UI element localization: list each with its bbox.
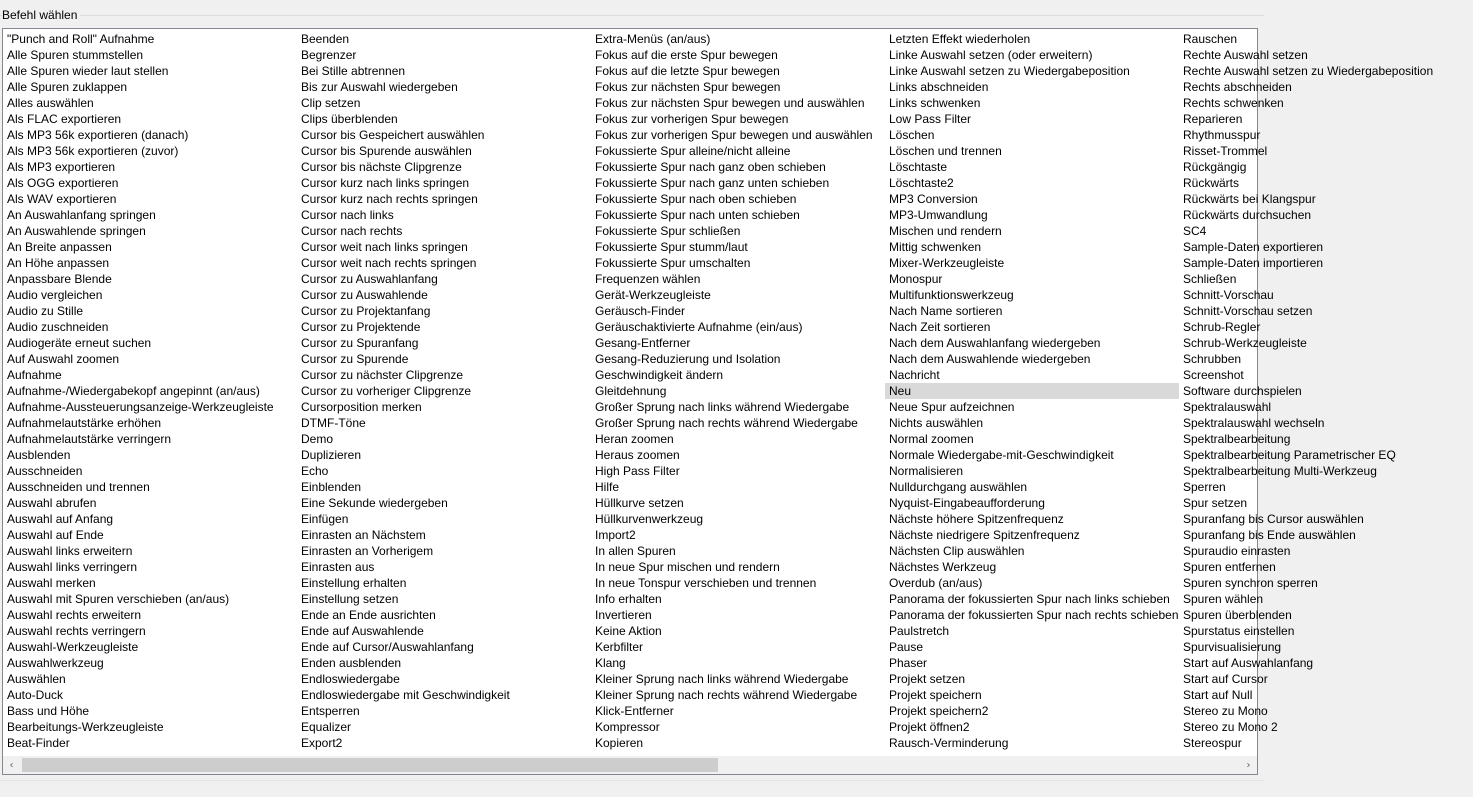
list-item[interactable]: Spurvisualisierung (1183, 640, 1282, 654)
list-item[interactable]: Kompressor (595, 720, 660, 734)
horizontal-scrollbar[interactable] (3, 756, 1257, 774)
list-item[interactable]: Rückgängig (1183, 160, 1247, 174)
list-item[interactable]: Bis zur Auswahl wiedergeben (301, 80, 458, 94)
list-column (3, 31, 297, 751)
list-item[interactable]: Nachricht (889, 368, 940, 382)
list-item[interactable]: Cursor bis Gespeichert auswählen (301, 128, 485, 142)
list-item[interactable]: Fokussierte Spur nach unten schieben (595, 208, 800, 222)
list-item[interactable]: Geräuschaktivierte Aufnahme (ein/aus) (595, 320, 803, 334)
list-item[interactable]: Cursor weit nach rechts springen (301, 256, 477, 270)
list-item[interactable]: Frequenzen wählen (595, 272, 701, 286)
list-item[interactable]: Kleiner Sprung nach links während Wiedergabe (595, 672, 849, 686)
list-item[interactable]: Ausschneiden und trennen (7, 480, 150, 494)
list-item[interactable]: Spektralbearbeitung (1183, 432, 1291, 446)
list-item[interactable]: Spurstatus einstellen (1183, 624, 1295, 638)
list-item[interactable]: Als MP3 56k exportieren (zuvor) (7, 144, 179, 158)
list-item[interactable]: Fokussierte Spur umschalten (595, 256, 751, 270)
list-item[interactable]: Reparieren (1183, 112, 1243, 126)
list-item[interactable]: "Punch and Roll" Aufnahme (7, 32, 155, 46)
list-column (885, 31, 1179, 751)
list-item[interactable]: Projekt setzen (889, 672, 966, 686)
list-item[interactable]: Cursor bis Spurende auswählen (301, 144, 472, 158)
status-bar (0, 780, 1264, 797)
list-item[interactable]: An Auswahlanfang springen (7, 208, 156, 222)
list-item[interactable]: Links schwenken (889, 96, 981, 110)
list-item[interactable]: Clips überblenden (301, 112, 398, 126)
list-item[interactable]: Fokussierte Spur schließen (595, 224, 741, 238)
list-item[interactable]: Sample-Daten exportieren (1183, 240, 1324, 254)
list-item[interactable]: Schnitt-Vorschau setzen (1183, 304, 1313, 318)
list-item[interactable]: Overdub (an/aus) (889, 576, 983, 590)
list-item[interactable]: Audio zuschneiden (7, 320, 109, 334)
list-item[interactable]: Auswahl links verringern (7, 560, 138, 574)
list-item[interactable]: Ende auf Cursor/Auswahlanfang (301, 640, 474, 654)
list-item[interactable]: Audiogeräte erneut suchen (7, 336, 152, 350)
list-item[interactable]: Nach Zeit sortieren (889, 320, 991, 334)
list-item[interactable]: Neue Spur aufzeichnen (889, 400, 1015, 414)
list-item[interactable]: Echo (301, 464, 329, 478)
list-item[interactable]: Löschtaste (889, 160, 948, 174)
list-item[interactable]: Mittig schwenken (889, 240, 982, 254)
list-item[interactable]: Panorama der fokussierten Spur nach links schieben (889, 592, 1170, 606)
list-item[interactable]: Aufnahme-Aussteuerungsanzeige-Werkzeugleiste (7, 400, 274, 414)
scroll-right-button[interactable] (1240, 756, 1257, 774)
list-item[interactable]: An Breite anpassen (7, 240, 112, 254)
list-item[interactable]: Schrubben (1183, 352, 1242, 366)
list-item[interactable]: MP3 Conversion (889, 192, 978, 206)
list-item[interactable]: Bei Stille abtrennen (301, 64, 406, 78)
list-item[interactable]: Rückwärts durchsuchen (1183, 208, 1312, 222)
list-item[interactable]: Löschen (889, 128, 935, 142)
list-item[interactable]: Enden ausblenden (301, 656, 402, 670)
list-item[interactable]: Cursor zu nächster Clipgrenze (301, 368, 464, 382)
list-item[interactable]: MP3-Umwandlung (889, 208, 988, 222)
list-item[interactable]: Sperren (1183, 480, 1226, 494)
list-item[interactable]: Fokussierte Spur nach ganz oben schieben (595, 160, 826, 174)
list-item[interactable]: Als MP3 exportieren (7, 160, 116, 174)
scrollbar-track[interactable] (20, 756, 1240, 774)
list-item[interactable]: Bass und Höhe (7, 704, 90, 718)
list-item[interactable]: Demo (301, 432, 334, 446)
list-item[interactable]: Rechts schwenken (1183, 96, 1284, 110)
list-item[interactable]: Hilfe (595, 480, 620, 494)
list-item[interactable]: Cursor bis nächste Clipgrenze (301, 160, 462, 174)
list-item[interactable]: Einstellung erhalten (301, 576, 407, 590)
list-item[interactable]: Löschtaste2 (889, 176, 954, 190)
list-item[interactable]: Aufnahmelautstärke verringern (7, 432, 172, 446)
list-item[interactable]: Fokus zur nächsten Spur bewegen (595, 80, 781, 94)
list-item[interactable]: High Pass Filter (595, 464, 680, 478)
list-item[interactable]: Spuren überblenden (1183, 608, 1292, 622)
list-item[interactable]: Cursor kurz nach links springen (301, 176, 470, 190)
list-item[interactable]: Fokus auf die letzte Spur bewegen (595, 64, 780, 78)
list-item[interactable]: Stereo zu Mono 2 (1183, 720, 1278, 734)
list-item[interactable]: Rückwärts bei Klangspur (1183, 192, 1316, 206)
list-item[interactable]: Letzten Effekt wiederholen (889, 32, 1031, 46)
list-item[interactable]: Beenden (301, 32, 350, 46)
list-item[interactable]: Software durchspielen (1183, 384, 1302, 398)
list-item[interactable]: Klang (595, 656, 626, 670)
list-item[interactable]: Einrasten an Vorherigem (301, 544, 434, 558)
list-item[interactable]: Als FLAC exportieren (7, 112, 122, 126)
list-item[interactable]: Entsperren (301, 704, 360, 718)
list-item[interactable]: Hüllkurve setzen (595, 496, 684, 510)
list-item[interactable]: Ausschneiden (7, 464, 83, 478)
list-item[interactable]: Audio vergleichen (7, 288, 103, 302)
list-item[interactable]: Projekt speichern2 (889, 704, 989, 718)
list-item[interactable]: Clip setzen (301, 96, 361, 110)
list-item[interactable]: Fokussierte Spur stumm/laut (595, 240, 748, 254)
list-item[interactable]: Rechts abschneiden (1183, 80, 1292, 94)
list-item[interactable]: Monospur (889, 272, 943, 286)
list-item[interactable]: Gesang-Entferner (595, 336, 691, 350)
list-item[interactable]: Beat-Finder (7, 736, 70, 750)
list-item[interactable]: Linke Auswahl setzen zu Wiedergabeposition (889, 64, 1130, 78)
list-item[interactable]: Multifunktionswerkzeug (889, 288, 1014, 302)
list-item[interactable]: Einfügen (301, 512, 349, 526)
list-item[interactable]: SC4 (1183, 224, 1207, 238)
list-item[interactable]: Screenshot (1183, 368, 1244, 382)
list-item[interactable]: Fokussierte Spur nach oben schieben (595, 192, 797, 206)
list-item[interactable]: Gerät-Werkzeugleiste (595, 288, 711, 302)
list-item[interactable]: Auswahl auf Anfang (7, 512, 114, 526)
list-item[interactable]: Nächste niedrigere Spitzenfrequenz (889, 528, 1080, 542)
list-item[interactable]: Spuranfang bis Ende auswählen (1183, 528, 1356, 542)
list-item[interactable]: Links abschneiden (889, 80, 989, 94)
list-item[interactable]: Cursor weit nach links springen (301, 240, 468, 254)
list-column (591, 31, 885, 751)
chevron-left-icon: ‹ (9, 759, 14, 771)
list-item[interactable]: Schließen (1183, 272, 1237, 286)
list-item[interactable]: Einstellung setzen (301, 592, 399, 606)
list-item[interactable]: Nach dem Auswahlanfang wiedergeben (889, 336, 1101, 350)
list-item[interactable]: Auf Auswahl zoomen (7, 352, 120, 366)
list-item[interactable]: Auswahl mit Spuren verschieben (an/aus) (7, 592, 230, 606)
list-item[interactable]: Rückwärts (1183, 176, 1240, 190)
groupbox-title: Befehl wählen (2, 8, 80, 22)
list-item[interactable]: Start auf Null (1183, 688, 1253, 702)
list-item[interactable]: Low Pass Filter (889, 112, 972, 126)
list-item[interactable]: Auswahlwerkzeug (7, 656, 104, 670)
list-item[interactable]: Paulstretch (889, 624, 950, 638)
list-item[interactable]: Auswahl-Werkzeugleiste (7, 640, 139, 654)
list-item[interactable]: Anpassbare Blende (7, 272, 112, 286)
list-item[interactable]: Geschwindigkeit ändern (595, 368, 724, 382)
list-item[interactable]: Spuren wählen (1183, 592, 1264, 606)
list-item[interactable]: Cursor zu Spurende (301, 352, 409, 366)
list-item[interactable]: Cursorposition merken (301, 400, 422, 414)
list-item[interactable]: Phaser (889, 656, 928, 670)
list-item[interactable]: Einblenden (301, 480, 362, 494)
list-item[interactable]: Spuraudio einrasten (1183, 544, 1291, 558)
list-item[interactable]: Equalizer (301, 720, 352, 734)
list-item[interactable]: Alles auswählen (7, 96, 94, 110)
list-item[interactable]: Linke Auswahl setzen (oder erweitern) (889, 48, 1093, 62)
list-item[interactable]: Nulldurchgang auswählen (889, 480, 1028, 494)
list-item[interactable]: Einrasten an Nächstem (301, 528, 426, 542)
scrollbar-thumb[interactable] (22, 758, 718, 772)
list-item[interactable]: Alle Spuren zuklappen (7, 80, 128, 94)
list-item[interactable]: Großer Sprung nach rechts während Wiedergabe (595, 416, 858, 430)
list-item[interactable]: Nächstes Werkzeug (889, 560, 997, 574)
list-item[interactable]: Aufnahme-/Wiedergabekopf angepinnt (an/aus) (7, 384, 260, 398)
chevron-right-icon: › (1246, 759, 1251, 771)
list-column (297, 31, 591, 751)
list-item[interactable]: Als OGG exportieren (7, 176, 119, 190)
list-item[interactable]: Alle Spuren stummstellen (7, 48, 144, 62)
scroll-left-button[interactable] (3, 756, 20, 774)
list-item[interactable]: Großer Sprung nach links während Wiedergabe (595, 400, 850, 414)
list-item[interactable]: Cursor zu vorheriger Clipgrenze (301, 384, 472, 398)
list-item[interactable]: Nächste höhere Spitzenfrequenz (889, 512, 1064, 526)
list-item[interactable]: Export2 (301, 736, 343, 750)
list-item[interactable]: Als MP3 56k exportieren (danach) (7, 128, 189, 142)
list-item[interactable]: Fokus zur vorherigen Spur bewegen (595, 112, 789, 126)
list-item[interactable]: Cursor kurz nach rechts springen (301, 192, 478, 206)
list-item[interactable]: Endloswiedergabe (301, 672, 400, 686)
list-item[interactable]: Normale Wiedergabe-mit-Geschwindigkeit (889, 448, 1114, 462)
list-item[interactable]: Rausch-Verminderung (889, 736, 1009, 750)
list-item[interactable]: Nach Name sortieren (889, 304, 1003, 318)
list-item[interactable]: Stereospur (1183, 736, 1242, 750)
list-item[interactable]: In neue Spur mischen und rendern (595, 560, 780, 574)
list-item[interactable]: Audio zu Stille (7, 304, 84, 318)
list-item[interactable]: Auswahl links erweitern (7, 544, 133, 558)
list-item[interactable]: Einrasten aus (301, 560, 375, 574)
list-item[interactable]: Mischen und rendern (889, 224, 1002, 238)
list-item[interactable]: Keine Aktion (595, 624, 662, 638)
list-item[interactable]: Fokussierte Spur alleine/nicht alleine (595, 144, 791, 158)
list-item[interactable]: Auto-Duck (7, 688, 64, 702)
list-item[interactable]: Nyquist-Eingabeaufforderung (889, 496, 1045, 510)
list-item[interactable]: Spektralbearbeitung Parametrischer EQ (1183, 448, 1396, 462)
list-item[interactable]: Cursor nach links (301, 208, 394, 222)
list-item[interactable]: Cursor zu Auswahlende (301, 288, 428, 302)
list-item[interactable]: Begrenzer (301, 48, 357, 62)
list-item[interactable]: Kleiner Sprung nach rechts während Wiedergabe (595, 688, 858, 702)
list-item[interactable]: Fokus zur nächsten Spur bewegen und auswählen (595, 96, 865, 110)
list-item[interactable]: Fokus zur vorherigen Spur bewegen und auswählen (595, 128, 873, 142)
list-item[interactable]: Rechte Auswahl setzen zu Wiedergabeposition (1183, 64, 1434, 78)
groupbox-border (0, 15, 1264, 16)
list-item[interactable]: Bearbeitungs-Werkzeugleiste (7, 720, 164, 734)
list-item[interactable]: Cursor zu Projektanfang (301, 304, 431, 318)
list-item[interactable]: In allen Spuren (595, 544, 676, 558)
list-item[interactable]: Rhythmusspur (1183, 128, 1261, 142)
list-item[interactable]: Cursor zu Auswahlanfang (301, 272, 438, 286)
list-item[interactable]: Endloswiedergabe mit Geschwindigkeit (301, 688, 510, 702)
list-item[interactable]: Hüllkurvenwerkzeug (595, 512, 704, 526)
list-item[interactable]: Heran zoomen (595, 432, 674, 446)
list-item[interactable]: Start auf Cursor (1183, 672, 1268, 686)
list-item[interactable]: Rechte Auswahl setzen (1183, 48, 1308, 62)
list-item[interactable]: Kopieren (595, 736, 644, 750)
list-item[interactable]: An Höhe anpassen (7, 256, 110, 270)
list-item[interactable]: Auswahl merken (7, 576, 96, 590)
list-item[interactable]: Ende an Ende ausrichten (301, 608, 436, 622)
list-item[interactable]: Kerbfilter (595, 640, 644, 654)
list-item[interactable]: Auswahl rechts erweitern (7, 608, 142, 622)
list-item[interactable]: Als WAV exportieren (7, 192, 117, 206)
list-column (1179, 31, 1473, 751)
list-item[interactable]: Nach dem Auswahlende wiedergeben (889, 352, 1091, 366)
list-item[interactable]: Alle Spuren wieder laut stellen (7, 64, 169, 78)
list-item[interactable]: Info erhalten (595, 592, 662, 606)
list-item[interactable]: Invertieren (595, 608, 652, 622)
list-item[interactable]: Start auf Auswahlanfang (1183, 656, 1314, 670)
list-item[interactable]: Cursor zu Spuranfang (301, 336, 419, 350)
list-item[interactable]: An Auswahlende springen (7, 224, 146, 238)
list-item[interactable]: Eine Sekunde wiedergeben (301, 496, 448, 510)
list-item[interactable]: Normal zoomen (889, 432, 974, 446)
list-item[interactable]: Heraus zoomen (595, 448, 680, 462)
list-item[interactable]: Neu (885, 383, 1179, 399)
list-item[interactable]: Ausblenden (7, 448, 71, 462)
list-item[interactable]: Ende auf Auswahlende (301, 624, 424, 638)
list-item[interactable]: Auswahl abrufen (7, 496, 97, 510)
list-item[interactable]: Risset-Trommel (1183, 144, 1268, 158)
list-item[interactable]: Gleitdehnung (595, 384, 667, 398)
list-item[interactable]: Fokussierte Spur nach ganz unten schieben (595, 176, 830, 190)
list-item[interactable]: Import2 (595, 528, 636, 542)
list-item[interactable]: Gesang-Reduzierung und Isolation (595, 352, 781, 366)
list-item[interactable]: Nichts auswählen (889, 416, 984, 430)
list-item[interactable]: Spektralauswahl wechseln (1183, 416, 1325, 430)
command-listbox[interactable] (2, 28, 1434, 775)
list-item[interactable]: Projekt öffnen2 (889, 720, 970, 734)
list-item[interactable]: Aufnahmelautstärke erhöhen (7, 416, 162, 430)
list-item[interactable]: Löschen und trennen (889, 144, 1002, 158)
list-item[interactable]: Panorama der fokussierten Spur nach rechts schieben (889, 608, 1179, 622)
list-item[interactable]: Projekt speichern (889, 688, 982, 702)
list-item[interactable]: Schnitt-Vorschau (1183, 288, 1274, 302)
list-item[interactable]: In neue Tonspur verschieben und trennen (595, 576, 817, 590)
list-item[interactable]: Sample-Daten importieren (1183, 256, 1324, 270)
list-item[interactable]: Cursor zu Projektende (301, 320, 421, 334)
list-item[interactable]: Spuren entfernen (1183, 560, 1276, 574)
list-item[interactable]: Auswahl rechts verringern (7, 624, 146, 638)
list-item[interactable]: Schrub-Regler (1183, 320, 1261, 334)
list-item[interactable]: Rauschen (1183, 32, 1238, 46)
list-item[interactable]: Schrub-Werkzeugleiste (1183, 336, 1307, 350)
list-item[interactable]: Spektralauswahl (1183, 400, 1272, 414)
list-item[interactable]: Cursor nach rechts (301, 224, 403, 238)
list-item[interactable]: Geräusch-Finder (595, 304, 686, 318)
list-item[interactable]: Klick-Entferner (595, 704, 674, 718)
list-item[interactable]: Stereo zu Mono (1183, 704, 1268, 718)
list-item[interactable]: Pause (889, 640, 924, 654)
list-item[interactable]: Nächsten Clip auswählen (889, 544, 1025, 558)
list-item[interactable]: Normalisieren (889, 464, 964, 478)
command-list-viewport (3, 29, 1434, 756)
list-item[interactable]: Auswahl auf Ende (7, 528, 104, 542)
list-item[interactable]: Mixer-Werkzeugleiste (889, 256, 1005, 270)
list-item[interactable]: Auswählen (7, 672, 66, 686)
list-item[interactable]: Spur setzen (1183, 496, 1248, 510)
list-item[interactable]: Fokus auf die erste Spur bewegen (595, 48, 778, 62)
list-item[interactable]: Spuranfang bis Cursor auswählen (1183, 512, 1364, 526)
list-item[interactable]: Extra-Menüs (an/aus) (595, 32, 711, 46)
list-item[interactable]: Duplizieren (301, 448, 362, 462)
list-item[interactable]: Aufnahme (7, 368, 62, 382)
list-item[interactable]: Spektralbearbeitung Multi-Werkzeug (1183, 464, 1377, 478)
list-item[interactable]: DTMF-Töne (301, 416, 366, 430)
list-item[interactable]: Spuren synchron sperren (1183, 576, 1318, 590)
